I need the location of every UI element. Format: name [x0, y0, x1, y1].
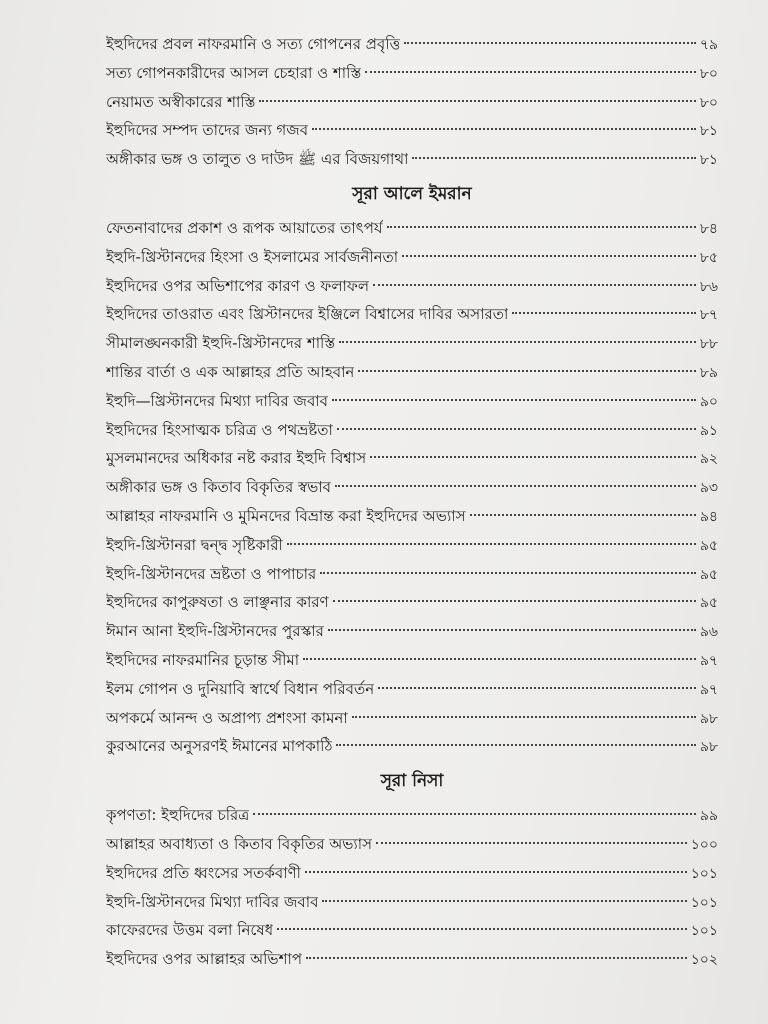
dot-leader [287, 543, 696, 545]
dot-leader [470, 514, 696, 516]
toc-entry [106, 416, 718, 445]
toc-entry-page: ৯২ [699, 451, 718, 468]
toc-entry [106, 272, 718, 301]
toc-entry-title: ইহুদিদের সম্পদ তাদের জন্য গজব [106, 121, 309, 140]
toc-entry [106, 88, 718, 117]
toc-entry-title: ইহুদিদের প্রবল নাফরমানি ও সত্য গোপনের প্রবৃত্তি [106, 35, 401, 53]
dot-leader [337, 428, 696, 430]
dot-leader [277, 928, 687, 930]
toc-entry [106, 30, 718, 59]
toc-entry [106, 387, 718, 416]
section-heading-al-imran: সূরা আলে ইমরান [352, 183, 472, 204]
toc-entry [106, 358, 718, 387]
dot-leader [512, 312, 695, 314]
dot-leader [412, 157, 695, 159]
toc-entry-title: কৃপণতা: ইহুদিদের চরিত্র [106, 806, 250, 825]
dot-leader [332, 399, 696, 401]
dot-leader [333, 600, 696, 602]
toc-entry-title: কাফেরদের উত্তম বলা নিষেধ [106, 921, 274, 940]
toc-entry [106, 830, 718, 859]
toc-entry [106, 617, 718, 646]
toc-entry-page: ৮৫ [699, 249, 718, 266]
toc-entry [106, 473, 718, 502]
dot-leader [376, 842, 687, 844]
toc-entry-page: ৯৫ [699, 537, 718, 554]
toc-entry-title: ইহুদিদের হিংসাত্মক চরিত্র ও পথভ্রষ্টতা [106, 420, 333, 439]
toc-entry-page: ৯১ [699, 422, 718, 439]
toc-entry-title: অঙ্গীকার ভঙ্গ ও তালুত ও দাউদ ﷺ এর বিজয়গাথা [106, 150, 409, 169]
toc-entry-title: ইহুদিদের তাওরাত এবং খ্রিস্টানদের ইঞ্জিলে বিশ্বাসের দাবির অসারতা [106, 305, 509, 324]
toc-entry-title: অঙ্গীকার ভঙ্গ ও কিতাব বিকৃতির স্বভাব [106, 478, 332, 497]
toc-entry-page: ৯৫ [699, 566, 718, 583]
toc-entry-page: ৯৮ [699, 710, 718, 727]
toc-entry [106, 588, 718, 617]
dot-leader [335, 485, 696, 487]
toc-entry [106, 675, 718, 704]
toc-entry-title: ইহুদি-খ্রিস্টানদের হিংসা ও ইসলামের সার্বজনীনতা [106, 247, 399, 266]
toc-entry-title: আল্লাহর নাফরমানি ও মুমিনদের বিভ্রান্ত করা ইহুদিদের অভ্যাস [106, 506, 466, 525]
toc-entry-title: ইহুদি-খ্রিস্টানদের মিথ্যা দাবির জবাব [106, 892, 319, 911]
toc-entry-title: সত্য গোপনকারীদের আসল চেহারা ও শাস্তি [106, 63, 362, 82]
dot-leader [352, 716, 696, 718]
toc-entry-page: ৯৭ [699, 681, 718, 698]
toc-entry [106, 888, 718, 917]
toc-entry-title: কুরআনের অনুসরণই ঈমানের মাপকাঠি [106, 737, 333, 756]
toc-entry-title: ঈমান আনা ইহুদি-খ্রিস্টানদের পুরস্কার [106, 622, 324, 641]
toc-entry-title: আল্লাহর অবাধ্যতা ও কিতাব বিকৃতির অভ্যাস [106, 834, 373, 853]
toc-entry-page: ৮৯ [699, 364, 718, 381]
toc-entry-page: ৮৬ [699, 278, 718, 295]
toc-entry-page: ৮৪ [699, 220, 718, 237]
toc-entry-title: ইহুদিদের ওপর আল্লাহর অভিশাপ [106, 950, 303, 969]
toc-entry-page: ১০২ [690, 952, 718, 969]
toc-entry-page: ৮১ [699, 123, 718, 140]
toc-entry-title: ইলম গোপন ও দুনিয়াবি স্বার্থে বিধান পরিবর্তন [106, 679, 375, 698]
toc-entry-title: সীমালঙ্ঘনকারী ইহুদি-খ্রিস্টানদের শাস্তি [106, 334, 336, 353]
toc-entry-page: ৮৮ [699, 336, 718, 353]
toc-entry-page: ৯৫ [699, 595, 718, 612]
toc-entry-title: ফেতনাবাদের প্রকাশ ও রূপক আয়াতের তাৎপর্য [106, 218, 383, 237]
toc-entry-title: মুসলমানদের অধিকার নষ্ট করার ইহুদি বিশ্বাস [106, 449, 367, 468]
toc-entry [106, 704, 718, 733]
toc-entry [106, 560, 718, 589]
dot-leader [312, 128, 696, 130]
toc-entry-page: ৯৩ [699, 480, 718, 497]
toc-entry-title: শান্তির বার্তা ও এক আল্লাহর প্রতি আহবান [106, 362, 355, 381]
dot-leader [370, 456, 696, 458]
toc-entry [106, 859, 718, 888]
toc-entry [106, 329, 718, 358]
dot-leader [339, 341, 696, 343]
toc-entry-title: ইহুদিদের ওপর অভিশাপের কারণ ও ফলাফল [106, 276, 370, 295]
toc-entry [106, 531, 718, 560]
toc-entry-title: নেয়ামত অস্বীকারের শাস্তি [106, 92, 256, 111]
toc-entry-page: ৯৯ [699, 808, 718, 825]
dot-leader [373, 284, 696, 286]
dot-leader [365, 71, 696, 73]
toc-entry-page: ৮০ [699, 94, 718, 111]
dot-leader [378, 687, 696, 689]
toc-entry-page: ৯৪ [699, 508, 718, 525]
toc-entry-page: ১০০ [690, 836, 718, 853]
toc-entry-page: ৯৮ [699, 739, 718, 756]
dot-leader [306, 957, 687, 959]
toc-entry-page: ৯৬ [699, 624, 718, 641]
toc-entry-title: ইহুদিদের নাফরমানির চূড়ান্ত সীমা [106, 650, 300, 669]
toc-entry [106, 243, 718, 272]
toc-entry [106, 59, 718, 88]
toc-entry [106, 116, 718, 145]
toc-entry-title: ইহুদিদের প্রতি ধ্বংসের সতর্কবাণী [106, 863, 301, 882]
dot-leader [404, 42, 696, 44]
dot-leader [328, 629, 696, 631]
toc-entry-title: ইহুদি-খ্রিস্টানরা দ্বন্দ্ব সৃষ্টিকারী [106, 535, 283, 554]
toc-entry-page: ৯৭ [699, 652, 718, 669]
section-heading-nisa: সূরা নিসা [380, 771, 444, 792]
toc-entry [106, 945, 718, 974]
toc-entry [106, 214, 718, 243]
toc-entry-page: ৭৯ [699, 37, 718, 53]
toc-entry-title: ইহুদি-খ্রিস্টানদের ভ্রষ্টতা ও পাপাচার [106, 564, 317, 583]
toc-entry-page: ৮৭ [699, 307, 718, 324]
toc-entry [106, 502, 718, 531]
dot-leader [336, 744, 695, 746]
toc-entry [106, 444, 718, 473]
toc-entry [106, 732, 718, 761]
toc-entry-page: ১০১ [690, 923, 718, 940]
dot-leader [402, 255, 696, 257]
toc-entry [106, 300, 718, 329]
dot-leader [387, 226, 696, 228]
dot-leader [259, 100, 695, 102]
dot-leader [253, 813, 696, 815]
toc-entry [106, 646, 718, 675]
dot-leader [322, 900, 686, 902]
dot-leader [358, 370, 695, 372]
toc-entry-page: ১০১ [690, 865, 718, 882]
table-of-contents [106, 30, 718, 974]
toc-entry-title: অপকর্মে আনন্দ ও অপ্রাপ্য প্রশংসা কামনা [106, 708, 348, 727]
toc-entry [106, 145, 718, 174]
toc-entry-page: ৮১ [699, 152, 718, 169]
toc-entry-title: ইহুদি—খ্রিস্টানদের মিথ্যা দাবির জবাব [106, 391, 329, 410]
dot-leader [303, 658, 696, 660]
toc-entry [106, 916, 718, 945]
dot-leader [305, 871, 687, 873]
dot-leader [320, 572, 696, 574]
toc-entry-page: ৮০ [699, 65, 718, 82]
toc-entry-page: ১০১ [690, 894, 718, 911]
toc-entry-title: ইহুদিদের কাপুরুষতা ও লাঞ্ছনার কারণ [106, 593, 329, 612]
toc-entry-page: ৯০ [699, 393, 718, 410]
toc-entry [106, 801, 718, 830]
